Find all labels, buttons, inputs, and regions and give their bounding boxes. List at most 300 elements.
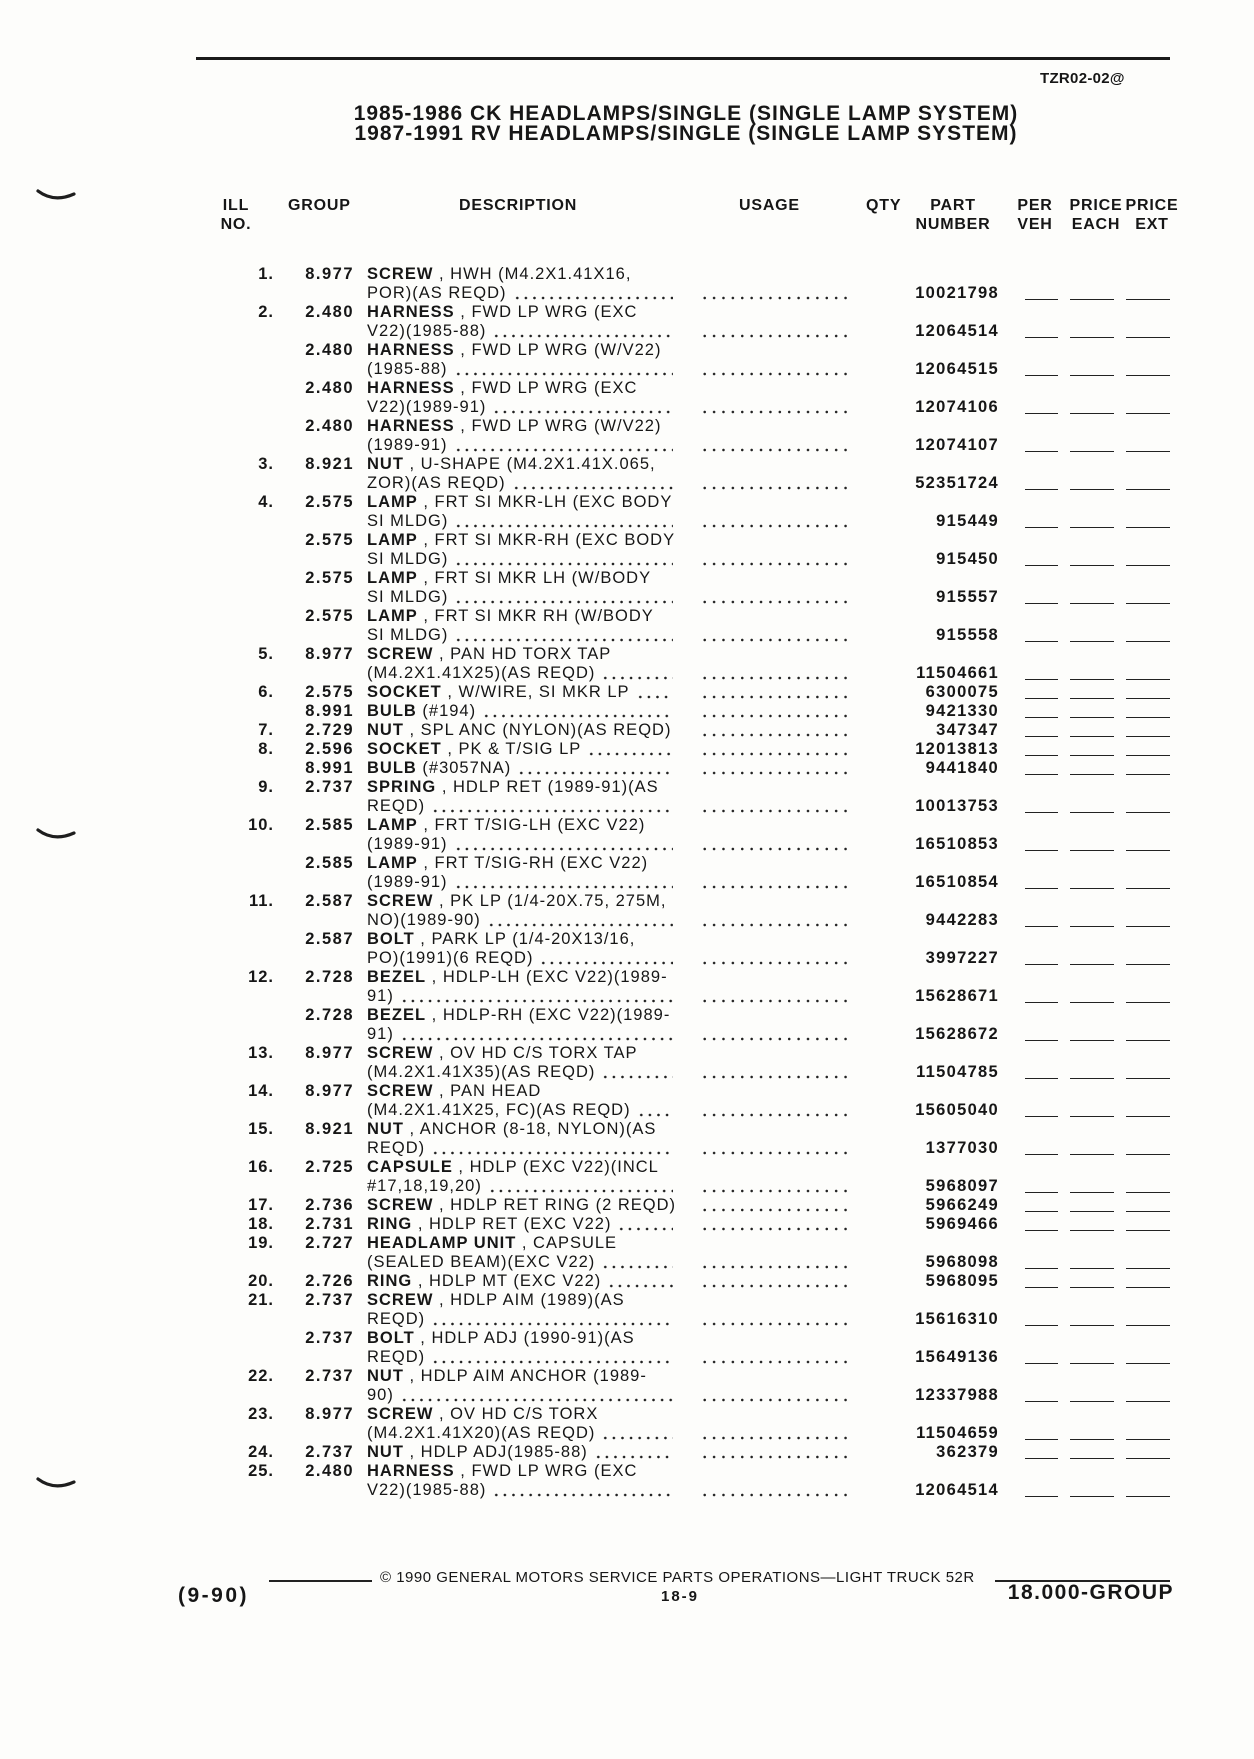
description-text: , HDLP-LH (EXC V22)(1989-	[426, 968, 668, 986]
description-text: REQD)	[367, 1310, 426, 1328]
row-values	[0, 683, 1254, 702]
price-each-blank	[1070, 451, 1114, 452]
row-values	[0, 702, 1254, 721]
usage-dots	[700, 486, 852, 490]
usage-dots	[700, 999, 852, 1003]
description-text: POR)(AS REQD)	[367, 284, 507, 302]
row-values	[0, 740, 1254, 759]
header-description: DESCRIPTION	[459, 197, 578, 214]
part-row	[0, 778, 1254, 816]
description-text: (M4.2X1.41X20)(AS REQD)	[367, 1424, 596, 1442]
part-row	[0, 1272, 1254, 1291]
price-ext-blank	[1126, 603, 1170, 604]
part-row	[0, 1196, 1254, 1215]
ill-number: 19.	[248, 1234, 274, 1252]
price-ext-blank	[1126, 1078, 1170, 1079]
description-text: PO)(1991)(6 REQD)	[367, 949, 534, 967]
price-each-blank	[1070, 926, 1114, 927]
description-text: , PK LP (1/4-20X.75, 275M,	[433, 892, 667, 910]
price-each-blank	[1070, 850, 1114, 851]
page-title	[286, 104, 1086, 144]
part-name: SCREW	[367, 1082, 434, 1100]
description-line	[367, 854, 673, 873]
description-text: , SPL ANC (NYLON)(AS REQD)	[403, 721, 672, 739]
per-veh-blank	[1025, 413, 1058, 414]
header-ill-no	[206, 196, 266, 234]
price-each-blank	[1070, 299, 1114, 300]
group-number: 2.480	[305, 417, 354, 435]
per-veh-blank	[1025, 337, 1058, 338]
description-text: , PARK LP (1/4-20X13/16,	[414, 930, 636, 948]
part-row	[0, 645, 1254, 683]
usage-dots	[700, 752, 852, 756]
description-text: , FWD LP WRG (EXC	[454, 303, 638, 321]
description-text: 90)	[367, 1386, 394, 1404]
usage-dots	[700, 1189, 852, 1193]
part-name: CAPSULE	[367, 1158, 453, 1176]
part-number: 15628671	[915, 987, 999, 1005]
header-text: NO.	[220, 216, 252, 233]
description-line	[367, 1158, 673, 1177]
part-number: 915450	[936, 550, 999, 568]
part-row	[0, 740, 1254, 759]
row-values	[0, 949, 1254, 968]
part-number: 12064514	[915, 322, 999, 340]
part-row	[0, 759, 1254, 778]
footer-group: 18.000-GROUP	[1007, 1581, 1174, 1604]
usage-dots	[700, 1208, 852, 1212]
price-each-blank	[1070, 1439, 1114, 1440]
part-number: 5968098	[925, 1253, 999, 1271]
price-ext-blank	[1126, 1116, 1170, 1117]
description-line	[367, 569, 673, 588]
part-row	[0, 854, 1254, 892]
price-each-blank	[1070, 641, 1114, 642]
price-each-blank	[1070, 1211, 1114, 1212]
part-number: 15616310	[915, 1310, 999, 1328]
row-values	[0, 512, 1254, 531]
row-values	[0, 1177, 1254, 1196]
description-text: (1985-88)	[367, 360, 448, 378]
group-number: 2.728	[305, 968, 354, 986]
per-veh-blank	[1025, 1230, 1058, 1231]
group-number: 2.480	[305, 379, 354, 397]
group-number: 2.731	[305, 1215, 354, 1233]
description-line	[367, 1044, 673, 1063]
description-text: , HDLP (EXC V22)(INCL	[452, 1158, 659, 1176]
row-values	[0, 911, 1254, 930]
title-line: 1987-1991 RV HEADLAMPS/SINGLE (SINGLE LAMP SYSTEM)	[354, 122, 1018, 145]
per-veh-blank	[1025, 1325, 1058, 1326]
price-ext-blank	[1126, 698, 1170, 699]
header-per-veh	[1008, 196, 1062, 234]
per-veh-blank	[1025, 1363, 1058, 1364]
description-text: , HDLP AIM (1989)(AS	[433, 1291, 625, 1309]
row-values	[0, 835, 1254, 854]
price-ext-blank	[1126, 337, 1170, 338]
ill-number: 23.	[248, 1405, 274, 1423]
ill-number: 5.	[258, 645, 274, 663]
description-line	[367, 1082, 673, 1101]
description-text: SI MLDG)	[367, 550, 449, 568]
description-text: (#3057NA)	[416, 759, 512, 777]
usage-dots	[700, 334, 852, 338]
part-row	[0, 531, 1254, 569]
usage-dots	[700, 1284, 852, 1288]
usage-dots	[700, 1398, 852, 1402]
description-text: V22)(1989-91)	[367, 398, 487, 416]
group-number: 2.587	[305, 930, 354, 948]
part-number: 9442283	[925, 911, 999, 929]
group-number: 2.727	[305, 1234, 354, 1252]
usage-dots	[700, 733, 852, 737]
row-values	[0, 550, 1254, 569]
part-number: 15649136	[915, 1348, 999, 1366]
group-number: 2.736	[305, 1196, 354, 1214]
price-ext-blank	[1126, 964, 1170, 965]
part-number: 347347	[936, 721, 999, 739]
binder-hole-mark	[36, 188, 76, 204]
row-values	[0, 474, 1254, 493]
per-veh-blank	[1025, 679, 1058, 680]
row-values	[0, 1215, 1254, 1234]
description-text: , OV HD C/S TORX	[433, 1405, 599, 1423]
per-veh-blank	[1025, 850, 1058, 851]
part-row	[0, 1462, 1254, 1500]
price-each-blank	[1070, 413, 1114, 414]
header-text: NUMBER	[915, 216, 991, 233]
row-values	[0, 1481, 1254, 1500]
price-ext-blank	[1126, 451, 1170, 452]
usage-dots	[700, 524, 852, 528]
price-each-blank	[1070, 489, 1114, 490]
group-number: 2.585	[305, 854, 354, 872]
part-number: 915449	[936, 512, 999, 530]
description-text: , HDLP RET RING (2 REQD)	[433, 1196, 677, 1214]
part-number: 9421330	[925, 702, 999, 720]
price-each-blank	[1070, 1363, 1114, 1364]
part-name: LAMP	[367, 816, 418, 834]
price-each-blank	[1070, 679, 1114, 680]
price-each-blank	[1070, 1192, 1114, 1193]
part-number: 915558	[936, 626, 999, 644]
description-text: , FRT SI MKR LH (W/BODY	[417, 569, 652, 587]
ill-number: 14.	[248, 1082, 274, 1100]
ill-number: 12.	[248, 968, 274, 986]
usage-dots	[700, 1436, 852, 1440]
price-ext-blank	[1126, 299, 1170, 300]
description-line	[367, 341, 673, 360]
group-number: 2.480	[305, 341, 354, 359]
part-number: 12337988	[915, 1386, 999, 1404]
description-text: 91)	[367, 987, 394, 1005]
price-each-blank	[1070, 717, 1114, 718]
ill-number: 13.	[248, 1044, 274, 1062]
price-each-blank	[1070, 964, 1114, 965]
header-part-number	[908, 196, 998, 234]
description-text: 91)	[367, 1025, 394, 1043]
description-text: (#194)	[416, 702, 477, 720]
part-number: 1377030	[925, 1139, 999, 1157]
per-veh-blank	[1025, 1287, 1058, 1288]
per-veh-blank	[1025, 1496, 1058, 1497]
part-number: 12064514	[915, 1481, 999, 1499]
description-text: REQD)	[367, 1348, 426, 1366]
part-number: 3997227	[925, 949, 999, 967]
part-number: 11504661	[916, 664, 999, 682]
price-ext-blank	[1126, 1040, 1170, 1041]
group-number: 8.977	[305, 1044, 354, 1062]
price-each-blank	[1070, 1268, 1114, 1269]
description-text: SI MLDG)	[367, 626, 449, 644]
ill-number: 4.	[258, 493, 274, 511]
ill-number: 24.	[248, 1443, 274, 1461]
description-text: (SEALED BEAM)(EXC V22)	[367, 1253, 596, 1271]
row-values	[0, 759, 1254, 778]
group-number: 8.991	[305, 759, 354, 777]
per-veh-blank	[1025, 926, 1058, 927]
row-values	[0, 873, 1254, 892]
part-name: SCREW	[367, 1044, 434, 1062]
description-text: , HDLP RET (1989-91)(AS	[436, 778, 659, 796]
part-row	[0, 1158, 1254, 1196]
part-name: NUT	[367, 455, 404, 473]
per-veh-blank	[1025, 812, 1058, 813]
usage-dots	[700, 714, 852, 718]
ill-number: 15.	[248, 1120, 274, 1138]
description-text: , HDLP ADJ (1990-91)(AS	[414, 1329, 635, 1347]
price-ext-blank	[1126, 527, 1170, 528]
per-veh-blank	[1025, 1154, 1058, 1155]
row-values	[0, 987, 1254, 1006]
row-values	[0, 664, 1254, 683]
part-row	[0, 569, 1254, 607]
price-ext-blank	[1126, 679, 1170, 680]
group-number: 2.737	[305, 1367, 354, 1385]
description-line	[367, 1120, 673, 1139]
ill-number: 8.	[258, 740, 274, 758]
part-row	[0, 683, 1254, 702]
row-values	[0, 626, 1254, 645]
header-text: EACH	[1071, 216, 1121, 233]
price-ext-blank	[1126, 1439, 1170, 1440]
price-each-blank	[1070, 1458, 1114, 1459]
description-text: , HWH (M4.2X1.41X16,	[433, 265, 632, 283]
description-text: , FWD LP WRG (EXC	[454, 1462, 638, 1480]
part-number: 362379	[936, 1443, 999, 1461]
description-text: (M4.2X1.41X25)(AS REQD)	[367, 664, 596, 682]
price-ext-blank	[1126, 641, 1170, 642]
price-each-blank	[1070, 337, 1114, 338]
top-rule	[196, 57, 1170, 60]
per-veh-blank	[1025, 1116, 1058, 1117]
description-line	[367, 1405, 673, 1424]
part-row	[0, 1405, 1254, 1443]
description-text: , U-SHAPE (M4.2X1.41X.065,	[403, 455, 656, 473]
description-text: (1989-91)	[367, 873, 448, 891]
parts-list	[0, 265, 1254, 1500]
part-name: NUT	[367, 1120, 404, 1138]
per-veh-blank	[1025, 736, 1058, 737]
description-line	[367, 493, 673, 512]
ill-number: 21.	[248, 1291, 274, 1309]
price-ext-blank	[1126, 489, 1170, 490]
row-values	[0, 398, 1254, 417]
part-row	[0, 1215, 1254, 1234]
part-number: 12013813	[915, 740, 999, 758]
description-text: , FRT T/SIG-RH (EXC V22)	[417, 854, 649, 872]
part-name: HARNESS	[367, 417, 455, 435]
usage-dots	[700, 638, 852, 642]
part-number: 11504785	[916, 1063, 999, 1081]
group-number: 2.725	[305, 1158, 354, 1176]
per-veh-blank	[1025, 774, 1058, 775]
description-text: SI MLDG)	[367, 588, 449, 606]
part-number: 12074107	[915, 436, 999, 454]
price-each-blank	[1070, 603, 1114, 604]
description-text: REQD)	[367, 797, 426, 815]
usage-dots	[700, 1493, 852, 1497]
description-text: (1989-91)	[367, 835, 448, 853]
part-name: LAMP	[367, 531, 418, 549]
ill-number: 22.	[248, 1367, 274, 1385]
group-number: 2.575	[305, 531, 354, 549]
part-number: 16510854	[915, 873, 999, 891]
part-number: 10021798	[915, 284, 999, 302]
group-number: 8.977	[305, 265, 354, 283]
part-number: 5966249	[925, 1196, 999, 1214]
price-each-blank	[1070, 1287, 1114, 1288]
part-name: LAMP	[367, 569, 418, 587]
part-name: RING	[367, 1272, 413, 1290]
part-row	[0, 1120, 1254, 1158]
price-each-blank	[1070, 736, 1114, 737]
part-row	[0, 1234, 1254, 1272]
header-text: EXT	[1135, 216, 1169, 233]
footer-rule	[269, 1580, 372, 1582]
part-row	[0, 493, 1254, 531]
price-each-blank	[1070, 1040, 1114, 1041]
part-row	[0, 265, 1254, 303]
part-name: SCREW	[367, 1196, 434, 1214]
header-text: PRICE	[1125, 197, 1179, 214]
per-veh-blank	[1025, 964, 1058, 965]
group-number: 2.737	[305, 1443, 354, 1461]
group-number: 2.726	[305, 1272, 354, 1290]
usage-dots	[700, 1075, 852, 1079]
usage-dots	[700, 1151, 852, 1155]
header-text: PRICE	[1069, 197, 1123, 214]
price-each-blank	[1070, 812, 1114, 813]
per-veh-blank	[1025, 888, 1058, 889]
price-each-blank	[1070, 527, 1114, 528]
price-ext-blank	[1126, 1287, 1170, 1288]
price-each-blank	[1070, 1230, 1114, 1231]
group-number: 2.575	[305, 569, 354, 587]
per-veh-blank	[1025, 1439, 1058, 1440]
per-veh-blank	[1025, 1211, 1058, 1212]
description-text: V22)(1985-88)	[367, 1481, 487, 1499]
price-each-blank	[1070, 1401, 1114, 1402]
row-values	[0, 1443, 1254, 1462]
description-line	[367, 778, 673, 797]
part-number: 6300075	[925, 683, 999, 701]
row-values	[0, 1386, 1254, 1405]
per-veh-blank	[1025, 717, 1058, 718]
price-ext-blank	[1126, 850, 1170, 851]
price-ext-blank	[1126, 812, 1170, 813]
usage-dots	[700, 448, 852, 452]
part-number: 12064515	[915, 360, 999, 378]
description-line	[367, 1367, 673, 1386]
description-text: , HDLP ADJ(1985-88)	[403, 1443, 588, 1461]
part-row	[0, 455, 1254, 493]
part-number: 16510853	[915, 835, 999, 853]
part-row	[0, 721, 1254, 740]
description-line	[367, 455, 673, 474]
part-name: SCREW	[367, 1405, 434, 1423]
price-each-blank	[1070, 1325, 1114, 1326]
group-number: 8.921	[305, 1120, 354, 1138]
part-row	[0, 1367, 1254, 1405]
header-text: VEH	[1017, 216, 1053, 233]
part-row	[0, 968, 1254, 1006]
row-values	[0, 436, 1254, 455]
description-text: REQD)	[367, 1139, 426, 1157]
part-number: 5969466	[925, 1215, 999, 1233]
description-line	[367, 265, 673, 284]
part-name: BOLT	[367, 1329, 415, 1347]
part-row	[0, 1082, 1254, 1120]
part-name: LAMP	[367, 607, 418, 625]
description-text: SI MLDG)	[367, 512, 449, 530]
group-number: 2.480	[305, 1462, 354, 1480]
per-veh-blank	[1025, 603, 1058, 604]
header-text: PER	[1017, 197, 1053, 214]
row-values	[0, 284, 1254, 303]
group-number: 2.737	[305, 1291, 354, 1309]
description-text: , OV HD C/S TORX TAP	[433, 1044, 638, 1062]
part-name: HARNESS	[367, 341, 455, 359]
header-text: PART	[930, 197, 976, 214]
part-row	[0, 892, 1254, 930]
ill-number: 11.	[248, 892, 274, 910]
part-name: SCREW	[367, 892, 434, 910]
header-qty: QTY	[866, 197, 902, 214]
group-number: 2.585	[305, 816, 354, 834]
description-text: , PAN HEAD	[433, 1082, 542, 1100]
usage-dots	[700, 847, 852, 851]
price-ext-blank	[1126, 565, 1170, 566]
description-line	[367, 892, 673, 911]
description-text: , PAN HD TORX TAP	[433, 645, 612, 663]
price-ext-blank	[1126, 926, 1170, 927]
description-line	[367, 379, 673, 398]
header-group: GROUP	[288, 197, 351, 214]
usage-dots	[700, 410, 852, 414]
part-name: LAMP	[367, 493, 418, 511]
description-line	[367, 531, 676, 550]
usage-dots	[700, 1322, 852, 1326]
description-line	[367, 1291, 673, 1310]
description-text: , FRT SI MKR-LH (EXC BODY	[417, 493, 673, 511]
per-veh-blank	[1025, 1401, 1058, 1402]
price-ext-blank	[1126, 1401, 1170, 1402]
price-each-blank	[1070, 888, 1114, 889]
group-number: 2.596	[305, 740, 354, 758]
price-each-blank	[1070, 565, 1114, 566]
part-name: NUT	[367, 1443, 404, 1461]
